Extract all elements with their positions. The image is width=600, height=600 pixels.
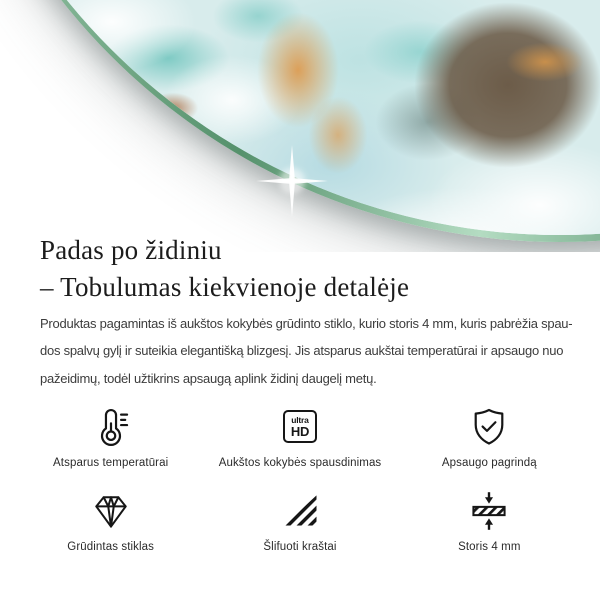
feature-polished-edges [205,489,394,553]
feature-grid [16,405,584,553]
page-title-line1: Padas po židiniu [40,235,222,265]
thermometer-icon [89,405,133,449]
ultra-hd-icon [278,405,322,449]
feature-tempered-glass [16,489,205,553]
page-title-line2: – Tobulumas kiekvienoje detalėje [40,272,410,302]
feature-label: Atsparus temperatūrai [53,456,169,469]
feature-heat-resistant [16,405,205,469]
feature-label: Grūdintas stiklas [67,540,155,553]
ultra-hd-badge-bottom: HD [290,423,310,439]
shield-check-icon [467,405,511,449]
description-line: Produktas pagamintas iš aukštos kokybės grūdinto stiklo, kurio storis 4 mm, kuris pabrėžia spau- [40,316,573,331]
feature-print-quality [205,405,394,469]
diamond-icon [89,489,133,533]
feature-label: Storis 4 mm [458,540,521,553]
ultra-hd-badge-top: ultra [291,414,309,425]
product-description [40,310,573,392]
thickness-icon [467,489,511,533]
feature-label: Apsaugo pagrindą [441,456,537,469]
polished-edges-icon [278,489,322,533]
feature-thickness [395,489,584,553]
feature-label: Šlifuoti kraštai [263,540,337,553]
page-title [40,232,560,306]
description-line: dos spalvų gylį ir suteikia elegantišką blizgesį. Jis atsparus aukštai temperatūrai ir apsaugo nuo [40,343,564,359]
feature-protects-base [395,405,584,469]
feature-label: Aukštos kokybės spausdinimas [218,456,382,469]
description-line: pažeidimų, todėl užtikrins apsaugą aplink židinį daugelį metų. [40,370,377,386]
